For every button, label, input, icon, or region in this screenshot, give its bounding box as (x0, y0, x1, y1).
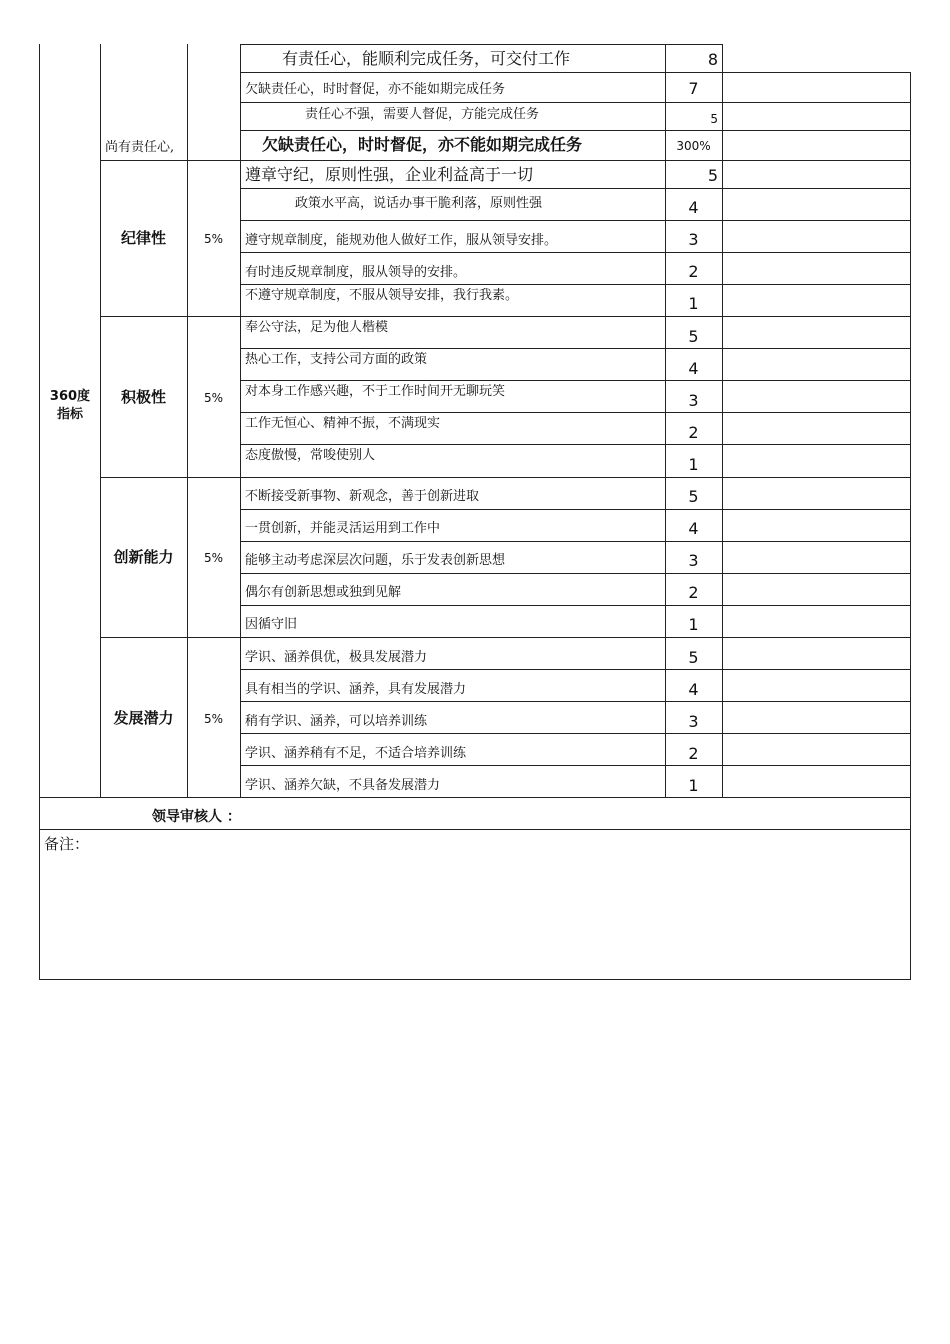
criterion-text: 因循守旧 (245, 617, 298, 632)
grid-line (100, 160, 910, 161)
criterion-text: 对本身工作感兴趣，不于工作时间开无聊玩笑 (245, 384, 506, 399)
criterion-score: 1 (688, 776, 699, 795)
criterion-score: 5 (688, 648, 699, 667)
criterion-score: 4 (688, 519, 699, 538)
criterion-score: 3 (688, 551, 699, 570)
grid-line (240, 72, 910, 73)
grid-line (240, 188, 910, 189)
grid-line (100, 477, 910, 478)
category-weight: 5% (203, 391, 224, 405)
criterion-text: 有时违反规章制度，服从领导的安排。 (245, 265, 467, 280)
section-label-360: 360度 指标 (49, 389, 91, 422)
criterion-score: 5 (707, 166, 718, 185)
criterion-text: 一贯创新，并能灵活运用到工作中 (245, 521, 441, 536)
criterion-text: 遵章守纪，原则性强，企业利益高于一切 (245, 165, 534, 184)
remarks-label: 备注： (44, 835, 90, 853)
grid-line (39, 44, 40, 980)
grid-line (240, 669, 910, 670)
grid-line (240, 733, 910, 734)
grid-line (240, 380, 910, 381)
criterion-score: 1 (688, 615, 699, 634)
criterion-text: 学识、涵养欠缺，不具备发展潜力 (245, 778, 441, 793)
grid-line (240, 102, 910, 103)
criterion-text: 有责任心，能顺利完成任务，可交付工作 (282, 49, 571, 68)
criterion-text: 态度傲慢，常唆使别人 (245, 448, 376, 463)
criterion-score: 300% (676, 139, 711, 153)
grid-line (722, 44, 723, 798)
category-name-potential: 发展潜力 (113, 709, 174, 727)
grid-line (240, 509, 910, 510)
category-name-innovation: 创新能力 (113, 548, 174, 566)
grid-line (240, 541, 910, 542)
category-name-responsibility: 尚有责任心, (105, 140, 175, 155)
criterion-text: 学识、涵养稍有不足，不适合培养训练 (245, 746, 467, 761)
criterion-text: 工作无恒心、精神不振，不满现实 (245, 416, 441, 431)
criterion-text: 奉公守法，足为他人楷模 (245, 320, 389, 335)
criterion-score: 1 (688, 294, 699, 313)
grid-line (240, 284, 910, 285)
category-weight: 5% (203, 712, 224, 726)
criterion-text: 不遵守规章制度，不服从领导安排，我行我素。 (245, 288, 519, 303)
category-name-initiative: 积极性 (120, 388, 166, 406)
criterion-score: 2 (688, 744, 699, 763)
grid-line (100, 44, 101, 798)
grid-line (240, 412, 910, 413)
criterion-score: 2 (688, 423, 699, 442)
grid-line (100, 316, 910, 317)
criterion-score: 3 (688, 391, 699, 410)
criterion-score: 5 (710, 112, 718, 126)
grid-line (240, 220, 910, 221)
criterion-text: 偶尔有创新思想或独到见解 (245, 585, 402, 600)
grid-line (240, 701, 910, 702)
grid-line (240, 44, 241, 798)
grid-line (240, 348, 910, 349)
grid-line (240, 44, 723, 45)
criterion-text: 学识、涵养俱优，极具发展潜力 (245, 650, 428, 665)
category-name-discipline: 纪律性 (120, 229, 166, 247)
reviewer-label: 领导审核人 ： (152, 809, 241, 825)
grid-line (100, 637, 910, 638)
criterion-text: 具有相当的学识、涵养，具有发展潜力 (245, 682, 467, 697)
criterion-text: 不断接受新事物、新观念，善于创新进取 (245, 489, 480, 504)
criterion-score: 5 (688, 487, 699, 506)
criterion-text: 遵守规章制度，能规劝他人做好工作，服从领导安排。 (245, 233, 558, 248)
criterion-text: 欠缺责任心，时时督促，亦不能如期完成任务 (245, 82, 506, 97)
grid-line (240, 573, 910, 574)
criterion-text: 能够主动考虑深层次问题，乐于发表创新思想 (245, 553, 506, 568)
criterion-text: 热心工作，支持公司方面的政策 (245, 352, 428, 367)
grid-line (240, 605, 910, 606)
criterion-score: 2 (688, 262, 699, 281)
criterion-text: 责任心不强，需要人督促，方能完成任务 (305, 107, 540, 122)
criterion-score: 7 (688, 79, 699, 98)
criterion-score: 1 (688, 455, 699, 474)
criterion-score: 3 (688, 712, 699, 731)
grid-line (240, 252, 910, 253)
criterion-text: 政策水平高，说话办事干脆利落，原则性强 (295, 196, 543, 211)
criterion-score: 8 (707, 50, 718, 69)
criterion-score: 4 (688, 198, 699, 217)
criterion-score: 3 (688, 230, 699, 249)
criterion-score: 4 (688, 359, 699, 378)
grid-line (39, 979, 911, 980)
grid-line (240, 130, 910, 131)
grid-line (240, 444, 910, 445)
criterion-score: 5 (688, 327, 699, 346)
grid-line (39, 797, 911, 798)
grid-line (39, 829, 911, 830)
grid-line (240, 765, 910, 766)
category-weight: 5% (203, 232, 224, 246)
criterion-score: 4 (688, 680, 699, 699)
grid-line (910, 72, 911, 980)
criterion-score: 2 (688, 583, 699, 602)
category-weight: 5% (203, 551, 224, 565)
criterion-text: 欠缺责任心，时时督促，亦不能如期完成任务 (262, 135, 583, 154)
criterion-text: 稍有学识、涵养，可以培养训练 (245, 714, 428, 729)
grid-line (187, 44, 188, 798)
